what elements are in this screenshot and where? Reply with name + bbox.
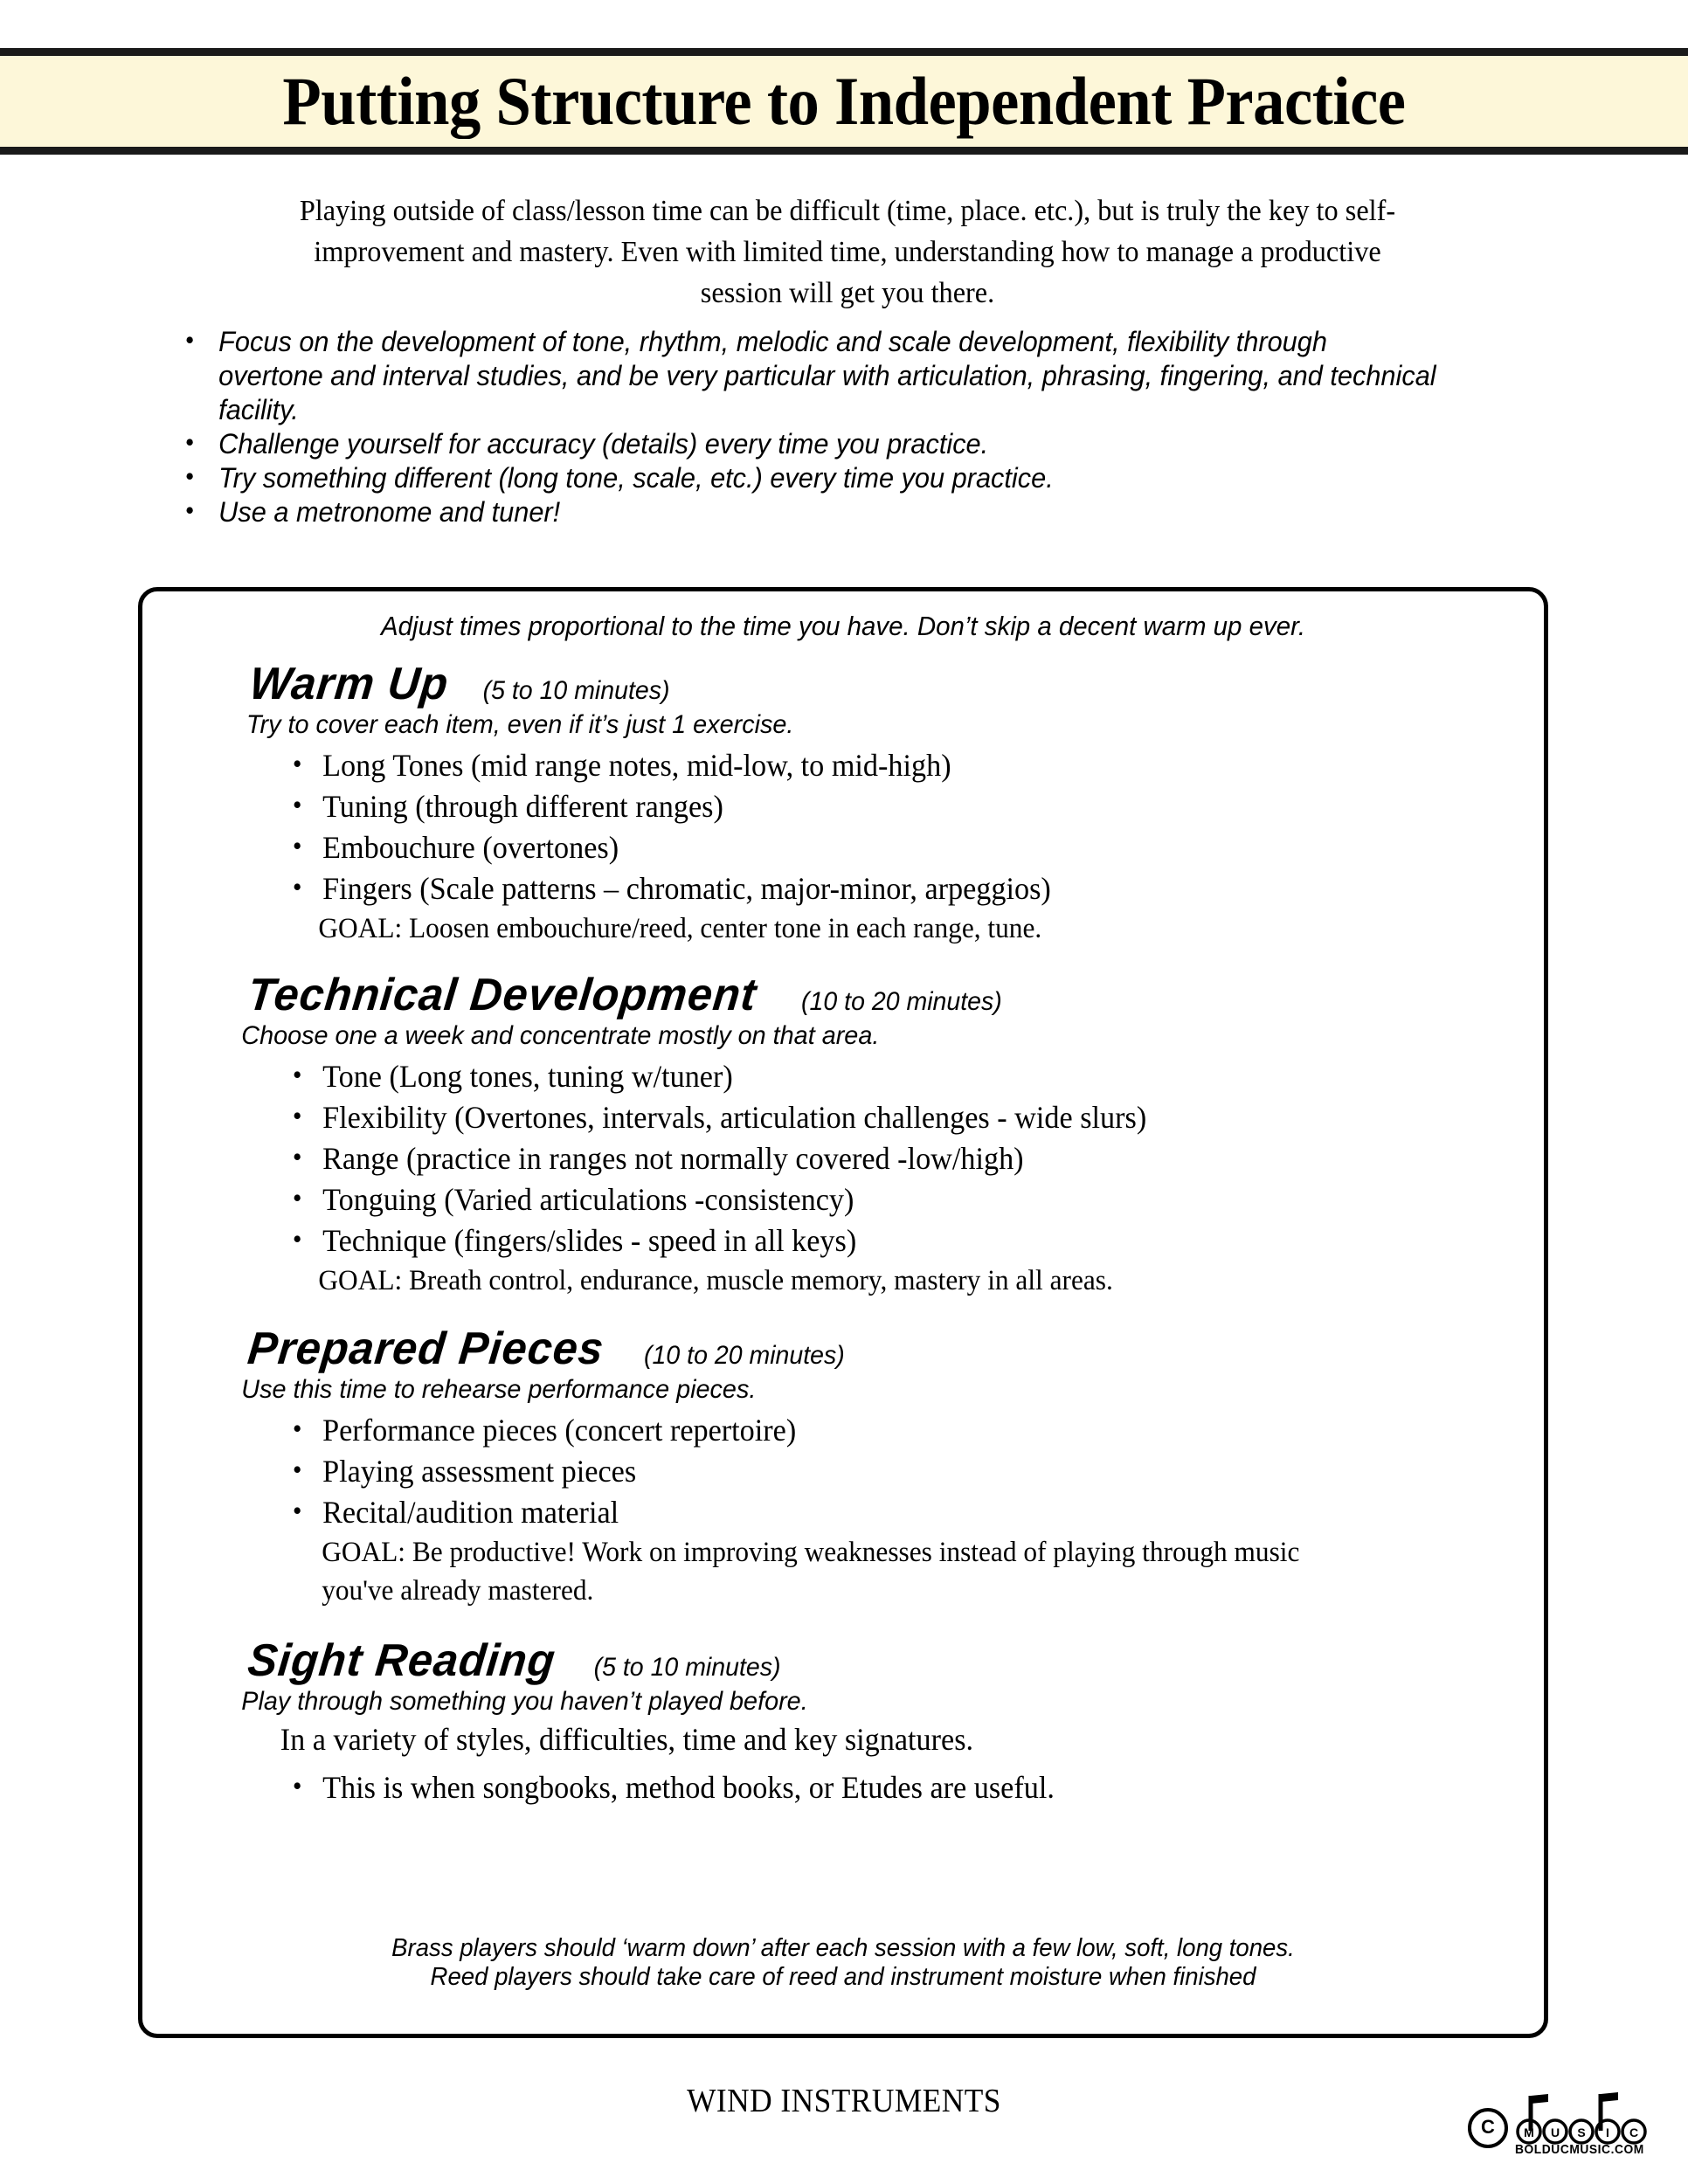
closing-line-brass: Brass players should ‘warm down’ after each session with a few low, soft, long tones. bbox=[391, 1934, 1295, 1962]
svg-text:M: M bbox=[1524, 2125, 1534, 2139]
section-duration: (10 to 20 minutes) bbox=[643, 1341, 845, 1370]
section-item-list bbox=[142, 1767, 1544, 1808]
section-goal: GOAL: Breath control, endurance, muscle memory, mastery in all areas. bbox=[318, 1265, 1113, 1296]
list-item: • Tone (Long tones, tuning w/tuner) bbox=[291, 1056, 1481, 1097]
bolduc-music-logo bbox=[1468, 2092, 1660, 2162]
svg-text:U: U bbox=[1550, 2125, 1560, 2139]
list-item: • Fingers (Scale patterns – chromatic, major-minor, arpeggios) bbox=[291, 868, 1481, 909]
section-prepared-pieces bbox=[142, 1324, 1544, 1610]
title-banner bbox=[0, 48, 1688, 155]
logo-url-text: BOLDUCMUSIC.COM bbox=[1515, 2142, 1644, 2157]
section-title: Prepared Pieces bbox=[245, 1324, 607, 1374]
section-item-list bbox=[142, 745, 1544, 909]
svg-text:I: I bbox=[1606, 2125, 1609, 2139]
page-title: Putting Structure to Independent Practice bbox=[282, 63, 1406, 139]
section-goal: GOAL: Loosen embouchure/reed, center tone in each range, tune. bbox=[318, 913, 1042, 944]
list-item: • Use a metronome and tuner! bbox=[180, 495, 1438, 529]
section-subtitle: Try to cover each item, even if it’s just 1 exercise. bbox=[246, 710, 794, 739]
list-item: • Playing assessment pieces bbox=[291, 1451, 1481, 1492]
list-item: • Range (practice in ranges not normally covered -low/high) bbox=[291, 1138, 1481, 1179]
section-sight-reading bbox=[142, 1636, 1544, 1808]
list-item: • Tonguing (Varied articulations -consistency) bbox=[291, 1179, 1481, 1220]
sight-reading-lead-line: In a variety of styles, difficulties, time and key signatures. bbox=[280, 1722, 974, 1757]
section-header bbox=[142, 1636, 1544, 1685]
sections-container bbox=[142, 660, 1544, 1808]
list-item: • Recital/audition material bbox=[291, 1492, 1481, 1533]
copyright-icon: C bbox=[1468, 2108, 1508, 2148]
list-item: • Performance pieces (concert repertoire) bbox=[291, 1410, 1481, 1451]
section-subtitle: Choose one a week and concentrate mostly on that area. bbox=[241, 1021, 880, 1050]
section-item-list bbox=[142, 1056, 1544, 1261]
list-item: • Tuning (through different ranges) bbox=[291, 786, 1481, 827]
box-intro-note: Adjust times proportional to the time you have. Don’t skip a decent warm up ever. bbox=[380, 611, 1306, 641]
section-title: Sight Reading bbox=[245, 1635, 558, 1686]
section-duration: (5 to 10 minutes) bbox=[593, 1653, 781, 1682]
closing-note bbox=[177, 1934, 1509, 1992]
list-item: • Focus on the development of tone, rhythm, melodic and scale development, flexibility through overtone and interval studies, and be very particular with articulation, phrasing, fingering, and technical facility. bbox=[180, 325, 1438, 427]
list-item: • Flexibility (Overtones, intervals, articulation challenges - wide slurs) bbox=[291, 1097, 1481, 1138]
section-header bbox=[142, 660, 1544, 708]
list-item: • Embouchure (overtones) bbox=[291, 827, 1481, 868]
practice-structure-box bbox=[138, 587, 1548, 2038]
footer-instrument-label: WIND INSTRUMENTS bbox=[687, 2083, 1001, 2119]
logo-note-mark-icon bbox=[1513, 2092, 1662, 2145]
intro-paragraph: Playing outside of class/lesson time can be difficult (time, place. etc.), but is truly the key to self-improvement and mastery. Even with limited time, understanding how to manage a productive session will get you there. bbox=[299, 195, 1396, 309]
section-header bbox=[142, 971, 1544, 1019]
list-item: • Technique (fingers/slides - speed in all keys) bbox=[291, 1220, 1481, 1261]
section-technical-development bbox=[142, 971, 1544, 1300]
section-subtitle: Use this time to rehearse performance pieces. bbox=[241, 1375, 757, 1404]
guideline-list bbox=[180, 325, 1491, 529]
section-item-list bbox=[142, 1410, 1544, 1533]
section-header bbox=[142, 1324, 1544, 1373]
section-duration: (5 to 10 minutes) bbox=[482, 676, 670, 705]
section-title: Technical Development bbox=[245, 970, 759, 1020]
list-item: • Challenge yourself for accuracy (details) every time you practice. bbox=[180, 427, 1438, 461]
list-item: • Try something different (long tone, scale, etc.) every time you practice. bbox=[180, 461, 1438, 495]
list-item: • Long Tones (mid range notes, mid-low, to mid-high) bbox=[291, 745, 1481, 786]
svg-text:C: C bbox=[1629, 2125, 1639, 2139]
section-duration: (10 to 20 minutes) bbox=[800, 987, 1002, 1016]
list-item: • This is when songbooks, method books, or Etudes are useful. bbox=[291, 1767, 1481, 1808]
section-subtitle: Play through something you haven’t played before. bbox=[241, 1687, 808, 1716]
section-goal: GOAL: Be productive! Work on improving weaknesses instead of playing through music you've already mastered. bbox=[322, 1537, 1300, 1607]
section-title: Warm Up bbox=[246, 659, 452, 709]
closing-line-reed: Reed players should take care of reed and instrument moisture when finished bbox=[430, 1963, 1256, 1991]
svg-text:S: S bbox=[1577, 2125, 1586, 2139]
section-warm-up bbox=[142, 660, 1544, 948]
